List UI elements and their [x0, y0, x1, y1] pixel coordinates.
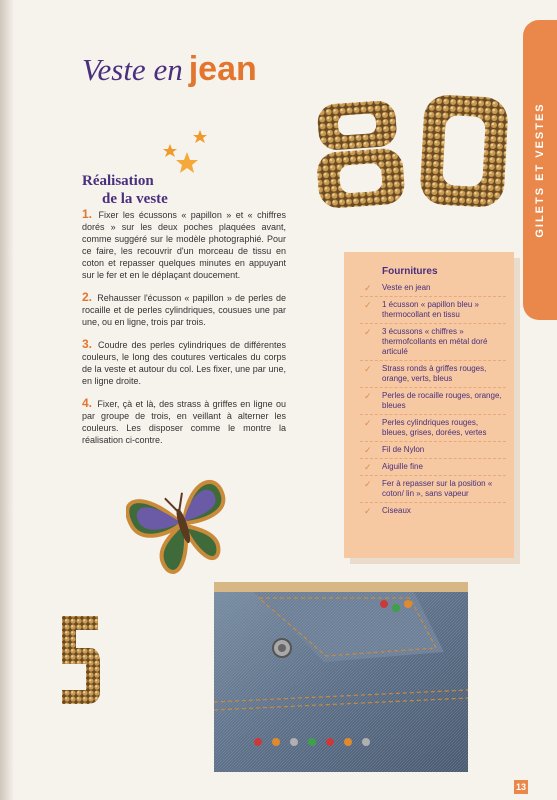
step-number: 1. — [82, 207, 93, 221]
supplies-item — [360, 327, 506, 361]
supplies-item — [360, 300, 506, 324]
checkmark-icon: ✓ — [364, 364, 372, 374]
page-gutter-shadow — [0, 0, 14, 800]
title-part-1: Veste en — [82, 52, 183, 87]
checkmark-icon: ✓ — [364, 300, 372, 310]
checkmark-icon: ✓ — [364, 506, 372, 516]
sequin-number-5-image — [58, 612, 102, 708]
step-1 — [82, 208, 286, 281]
supplies-list — [360, 283, 506, 522]
checkmark-icon: ✓ — [364, 283, 372, 293]
title-part-2: jean — [188, 50, 257, 88]
section-heading-line-1: Réalisation — [82, 173, 154, 189]
supplies-item-text: Fer à repasser sur la position « coton/ lin », sans vapeur — [382, 479, 493, 498]
step-text: Fixer les écussons « papillon » et « chiffres dorés » sur les deux poches plaquées avant, comme suggéré sur le modèle photographié. Pour ce faire, les recouvrir d'un morceau de tissu en coton et repasser quelques minutes en appuyant sur le fer et en le déplaçant doucement. — [82, 210, 286, 280]
instructions — [82, 208, 286, 456]
section-heading — [82, 172, 168, 208]
butterfly-patch-image — [126, 470, 240, 580]
checkmark-icon: ✓ — [364, 418, 372, 428]
checkmark-icon: ✓ — [364, 327, 372, 337]
step-number: 2. — [82, 290, 93, 304]
step-text: Fixer, çà et là, des strass à griffes en ligne ou par groupe de trois, en veillant à alterner les couleurs. Les disposer comme le montre la réalisation ci-contre. — [82, 399, 286, 445]
supplies-item — [360, 364, 506, 388]
supplies-item — [360, 418, 506, 442]
sequin-numbers-80-image — [314, 92, 520, 212]
step-3 — [82, 338, 286, 387]
supplies-item — [360, 506, 506, 519]
supplies-box — [344, 252, 514, 558]
step-4 — [82, 397, 286, 446]
section-heading-line-2: de la veste — [102, 191, 168, 207]
step-text: Coudre des perles cylindriques de différentes couleurs, le long des coutures verticales du corps de la veste et autour du col. Les fixer, une par une, en ligne droite. — [82, 340, 286, 386]
checkmark-icon: ✓ — [364, 445, 372, 455]
supplies-item — [360, 462, 506, 476]
denim-jacket-photo — [214, 582, 468, 772]
step-number: 3. — [82, 337, 93, 351]
supplies-title: Fournitures — [382, 266, 438, 277]
supplies-item — [360, 479, 506, 503]
supplies-item — [360, 445, 506, 459]
supplies-item-text: Perles cylindriques rouges, bleues, grises, dorées, vertes — [382, 418, 487, 437]
checkmark-icon: ✓ — [364, 479, 372, 489]
stars-icon — [160, 130, 216, 184]
supplies-item-text: Ciseaux — [382, 506, 411, 515]
supplies-item-text: Perles de rocaille rouges, orange, bleues — [382, 391, 502, 410]
supplies-item-text: 1 écusson « papillon bleu » thermocollant en tissu — [382, 300, 479, 319]
step-number: 4. — [82, 396, 93, 410]
step-2 — [82, 291, 286, 328]
supplies-item-text: Aiguille fine — [382, 462, 423, 471]
supplies-item-text: 3 écussons « chiffres » thermofcollants en métal doré articulé — [382, 327, 488, 356]
page-title — [82, 50, 257, 89]
checkmark-icon: ✓ — [364, 462, 372, 472]
section-side-tab — [523, 20, 557, 320]
supplies-item — [360, 391, 506, 415]
step-text: Rehausser l'écusson « papillon » de perles de rocaille et de perles cylindriques, cousues une par une, ou en ligne, trois par trois. — [82, 293, 286, 327]
supplies-item — [360, 283, 506, 297]
supplies-item-text: Veste en jean — [382, 283, 431, 292]
checkmark-icon: ✓ — [364, 391, 372, 401]
supplies-item-text: Strass ronds à griffes rouges, orange, verts, bleus — [382, 364, 487, 383]
page-number: 13 — [515, 782, 526, 792]
supplies-item-text: Fil de Nylon — [382, 445, 425, 454]
side-tab-label: GILETS ET VESTES — [534, 102, 546, 238]
